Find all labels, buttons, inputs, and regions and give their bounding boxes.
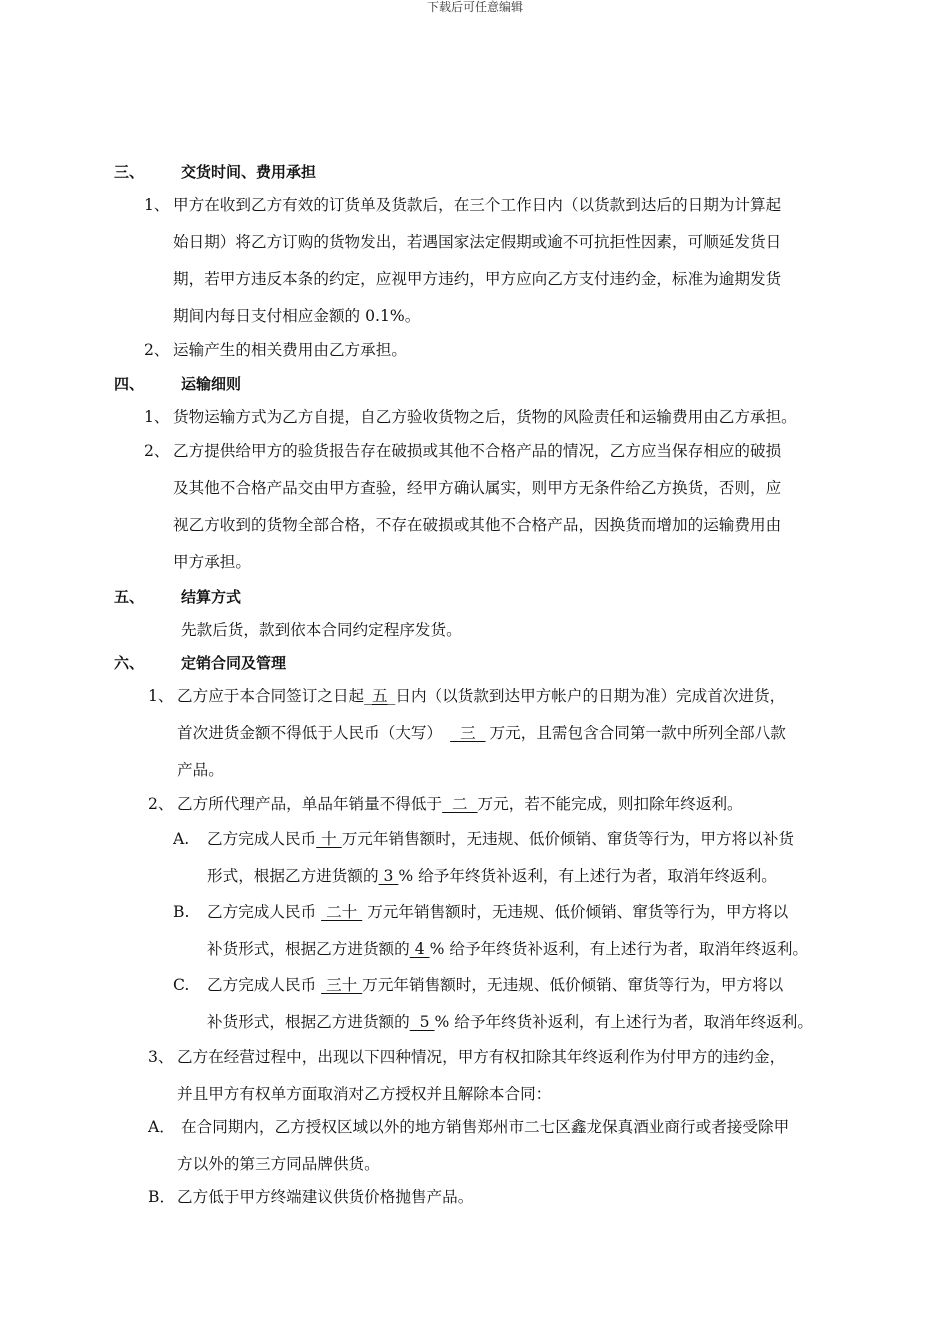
s6-item-2-line-1 xyxy=(177,794,743,814)
s6-item-2-number: 2、 xyxy=(148,795,174,813)
s3-item-1-line-2: 始日期）将乙方订购的货物发出，若遇国家法定假期或逾不可抗拒性因素，可顺延发货日 xyxy=(173,233,782,251)
text: 万元年销售额时，无违规、低价倾销、窜货等行为，甲方将以补货 xyxy=(341,830,794,848)
amount-blank: 十 xyxy=(316,830,342,848)
s6-sub-A-line-1 xyxy=(207,829,794,849)
section-6-title: 定销合同及管理 xyxy=(181,654,287,672)
s4-item-2-line-4: 甲方承担。 xyxy=(173,553,251,571)
section-5-number: 五、 xyxy=(114,588,145,606)
section-5-title: 结算方式 xyxy=(181,588,242,606)
s6-sub-A-line-2 xyxy=(207,866,777,886)
s4-item-1-line-1: 货物运输方式为乙方自提，自乙方验收货物之后，货物的风险责任和运输费用由乙方承担。 xyxy=(173,408,797,426)
text: 乙方应于本合同签订之日起_ xyxy=(177,687,372,705)
s3-item-1-line-3: 期，若甲方违反本条的约定，应视甲方违约，甲方应向乙方支付违约金，标准为逾期发货 xyxy=(173,270,782,288)
s4-item-2-line-1: 乙方提供给甲方的验货报告存在破损或其他不合格产品的情况，乙方应当保存相应的破损 xyxy=(173,442,782,460)
page-header: 下载后可任意编辑 xyxy=(426,0,523,14)
s6-case-a-number: A． xyxy=(148,1118,175,1136)
s6-sub-C-line-1 xyxy=(207,975,783,995)
text: 乙方完成人民币 xyxy=(207,830,317,848)
percent-blank: 5 xyxy=(409,1013,435,1031)
percent-blank: 4 xyxy=(409,940,430,958)
text: _日内（以货款到达甲方帐户的日期为准）完成首次进货， xyxy=(387,687,786,705)
section-3-title: 交货时间、费用承担 xyxy=(181,163,317,181)
text: 万元年销售额时，无违规、低价倾销、窜货等行为，甲方将以 xyxy=(362,903,789,921)
s6-sub-A-number: A. xyxy=(173,830,190,848)
s4-item-2-line-2: 及其他不合格产品交由甲方查验，经甲方确认属实，则甲方无条件给乙方换货，否则，应 xyxy=(173,479,782,497)
s6-case-b-line-1: 乙方低于甲方终端建议供货价格抛售产品。 xyxy=(177,1188,474,1206)
s4-item-2-number: 2、 xyxy=(144,442,170,460)
s6-case-a-line-2: 方以外的第三方同品牌供货。 xyxy=(177,1155,380,1173)
s6-case-a-line-1: 在合同期内，乙方授权区域以外的地方销售郑州市二七区鑫龙保真酒业商行或者接受除甲 xyxy=(181,1118,790,1136)
s6-item-3-number: 3、 xyxy=(148,1048,174,1066)
text: 万元，若不能完成，则扣除年终返利。 xyxy=(477,795,743,813)
amount-blank: 二十 xyxy=(321,903,363,921)
s6-item-3-line-2: 并且甲方有权单方面取消对乙方授权并且解除本合同： xyxy=(177,1085,552,1103)
text: 补货形式，根据乙方进货额的 xyxy=(207,1013,410,1031)
section-3-number: 三、 xyxy=(114,163,145,181)
section-6-number: 六、 xyxy=(114,654,145,672)
s6-item-3-line-1: 乙方在经营过程中，出现以下四种情况，甲方有权扣除其年终返利作为付甲方的违约金， xyxy=(177,1048,786,1066)
text: 万元，且需包含合同第一款中所列全部八款 xyxy=(489,724,786,742)
s6-sub-B-line-2 xyxy=(207,939,808,959)
text: % 给予年终货补返利，有上述行为者，取消年终返利。 xyxy=(398,867,777,885)
s6-case-b-number: B． xyxy=(148,1188,176,1206)
text: 首次进货金额不得低于人民币（大写） xyxy=(177,724,443,742)
text: 补货形式，根据乙方进货额的 xyxy=(207,940,410,958)
s3-item-2-number: 2、 xyxy=(144,341,170,359)
text: 乙方完成人民币 xyxy=(207,976,322,994)
text: % 给予年终货补返利，有上述行为者，取消年终返利。 xyxy=(429,940,809,958)
section-4-number: 四、 xyxy=(114,375,145,393)
s3-item-2-line-1: 运输产生的相关费用由乙方承担。 xyxy=(173,341,407,359)
text: 乙方完成人民币 xyxy=(207,903,322,921)
sales-blank: 二 xyxy=(442,795,478,813)
amount-blank: 三 xyxy=(450,724,486,742)
s3-item-1-number: 1、 xyxy=(144,196,170,214)
s6-sub-B-number: B. xyxy=(173,903,190,921)
text: % 给予年终货补返利，有上述行为者，取消年终返利。 xyxy=(434,1013,813,1031)
s3-item-1-line-1: 甲方在收到乙方有效的订货单及货款后，在三个工作日内（以货款到达后的日期为计算起 xyxy=(173,196,782,214)
s6-item-1-line-2 xyxy=(177,723,786,743)
s5-body: 先款后货，款到依本合同约定程序发货。 xyxy=(181,621,462,639)
amount-blank: 三十 xyxy=(321,976,363,994)
s6-item-1-number: 1、 xyxy=(148,687,174,705)
s4-item-1-number: 1、 xyxy=(144,408,170,426)
s4-item-2-line-3: 视乙方收到的货物全部合格，不存在破损或其他不合格产品，因换货而增加的运输费用由 xyxy=(173,516,782,534)
s6-sub-B-line-1 xyxy=(207,902,788,922)
text: 万元年销售额时，无违规、低价倾销、窜货等行为，甲方将以 xyxy=(362,976,784,994)
s3-item-1-line-4: 期间内每日支付相应金额的 0.1%。 xyxy=(173,307,421,325)
days-blank: 五 xyxy=(371,687,388,705)
text: 乙方所代理产品，单品年销量不得低于 xyxy=(177,795,443,813)
s6-item-1-line-1 xyxy=(177,686,785,706)
percent-blank: 3 xyxy=(378,867,399,885)
text: 形式，根据乙方进货额的 xyxy=(207,867,379,885)
s6-item-1-line-3: 产品。 xyxy=(177,761,224,779)
s6-sub-C-line-2 xyxy=(207,1012,813,1032)
s6-sub-C-number: C. xyxy=(173,976,190,994)
section-4-title: 运输细则 xyxy=(181,375,242,393)
